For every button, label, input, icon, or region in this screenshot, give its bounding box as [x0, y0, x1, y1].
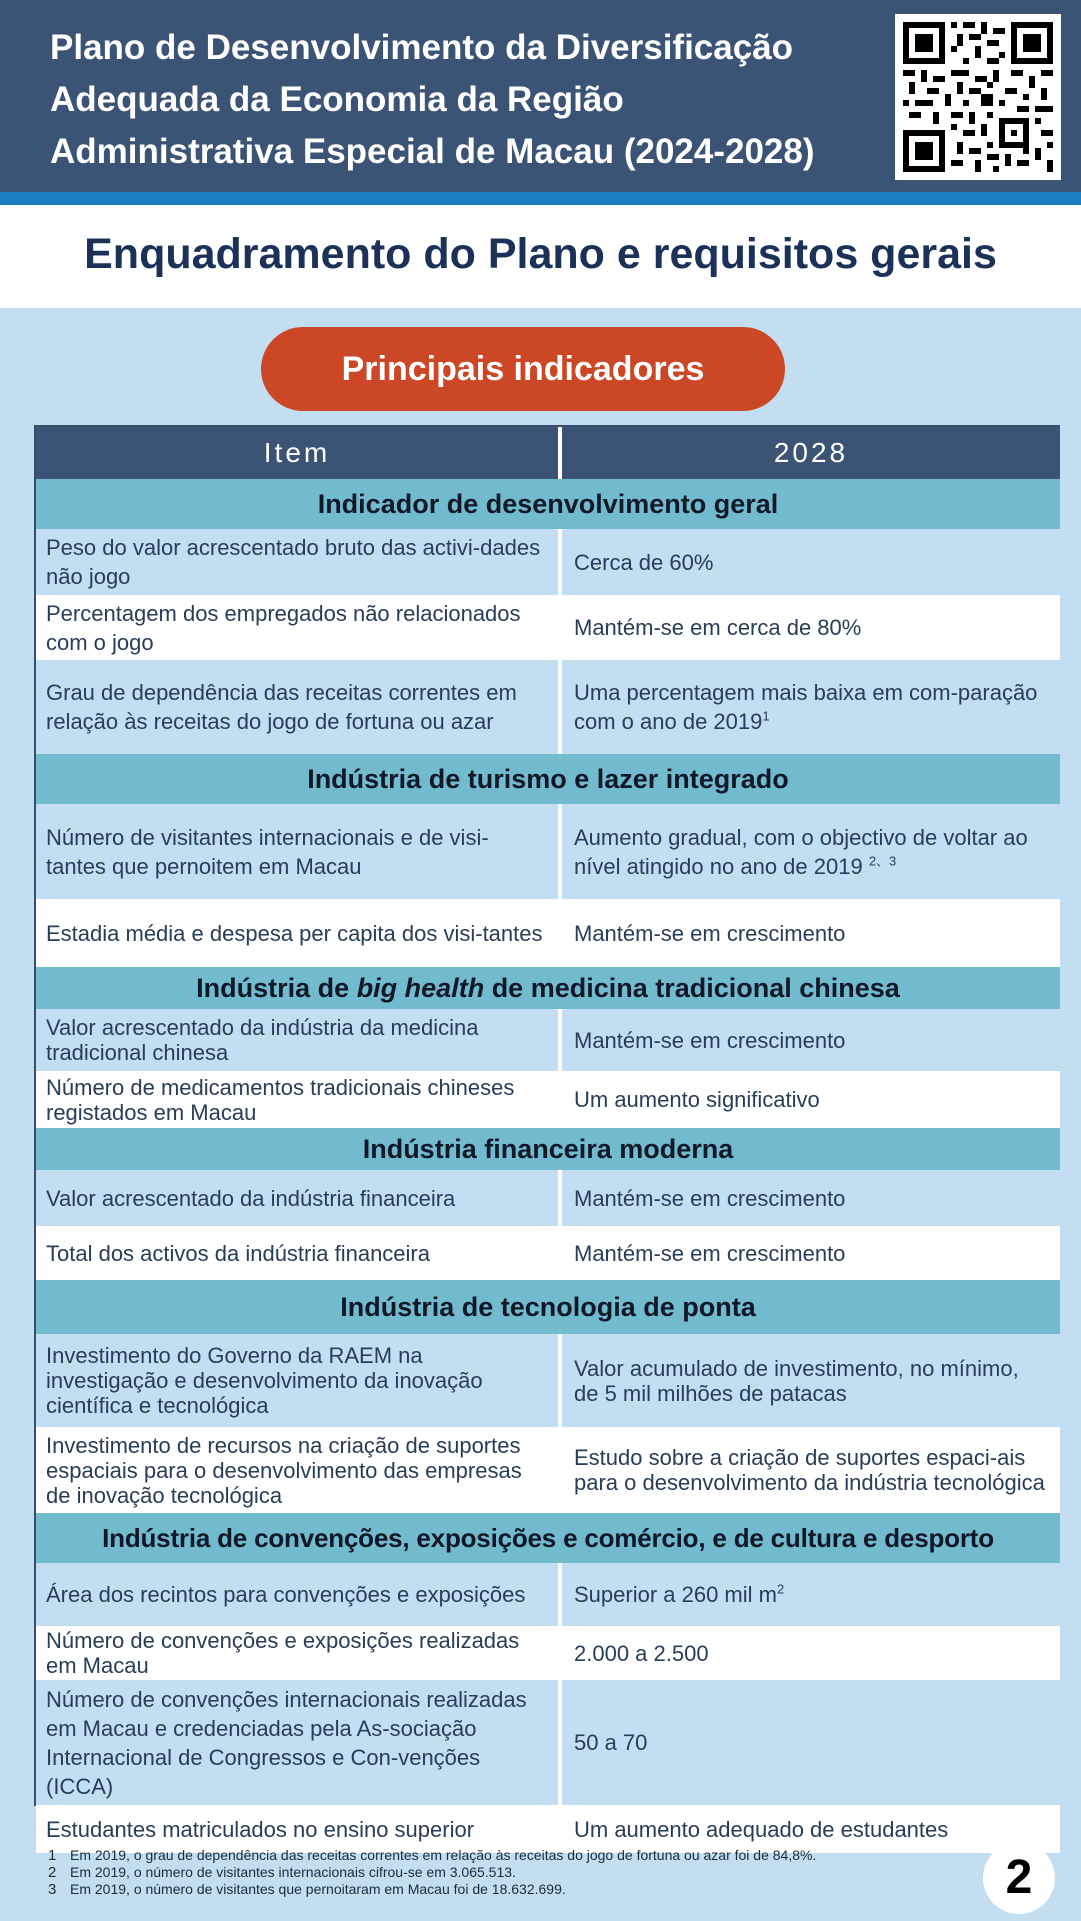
row-item: Área dos recintos para convenções e exposições: [36, 1563, 558, 1626]
row-value: Cerca de 60%: [562, 529, 1060, 595]
category-financeira: Indústria financeira moderna: [36, 1128, 1060, 1170]
table-row: [36, 1170, 1060, 1226]
table-row: [36, 899, 1060, 967]
footnote-ref: 2、3: [868, 853, 897, 869]
row-value: Mantém-se em crescimento: [562, 1009, 1060, 1071]
table-header: [36, 427, 1060, 479]
footnote: 2 Em 2019, o número de visitantes internacionais cifrou-se em 3.065.513.: [48, 1864, 516, 1881]
row-value: Superior a 260 mil $m^2$: [562, 1563, 1060, 1626]
row-value: Um aumento significativo: [562, 1071, 1060, 1128]
footnotes: [48, 1847, 1008, 1898]
row-item: Investimento de recursos na criação de suportes espaciais para o desenvolvimento das empresas de inovação tecnológica: [36, 1427, 558, 1513]
row-value: Mantém-se em crescimento: [562, 1226, 1060, 1280]
row-value: 2.000 a 2.500: [562, 1626, 1060, 1680]
row-value: Mantém-se em crescimento: [562, 899, 1060, 967]
table-row: [36, 1226, 1060, 1280]
footnote: 3 Em 2019, o número de visitantes que pernoitaram em Macau foi de 18.632.699.: [48, 1881, 566, 1898]
row-value: Estudo sobre a criação de suportes espaci-ais para o desenvolvimento da indústria tecnológica: [562, 1427, 1060, 1513]
row-value: 50 a 70: [562, 1680, 1060, 1805]
row-item: Peso do valor acrescentado bruto das activi-dades não jogo: [36, 529, 558, 595]
row-value: Aumento gradual, com o objectivo de voltar ao nível atingido no ano de 2019 $^{2、3}$: [562, 804, 1060, 899]
row-value: Mantém-se em crescimento: [562, 1170, 1060, 1226]
table-row: [36, 804, 1060, 899]
row-value: Um aumento adequado de estudantes: [562, 1805, 1060, 1853]
header-banner: [0, 0, 1081, 192]
row-value: Uma percentagem mais baixa em com-paração com o ano de 2019$^1$: [562, 660, 1060, 754]
category-geral: Indicador de desenvolvimento geral: [36, 479, 1060, 529]
category-big-health: Indústria de big health de medicina tradicional chinesa: [36, 967, 1060, 1009]
row-item: Número de convenções internacionais realizadas em Macau e credenciadas pela As-sociação Internacional de Congressos e Con-venções (ICCA): [36, 1680, 558, 1805]
table-row: [36, 1626, 1060, 1680]
column-header-item: Item: [263, 437, 331, 468]
document-title: Plano de Desenvolvimento da Diversificação Adequada da Economia da Região Administrativa Especial de Macau (2024-2028): [50, 28, 815, 171]
header-stripe: [0, 192, 1081, 205]
row-item: Estudantes matriculados no ensino superior: [36, 1805, 558, 1853]
category-convencoes: Indústria de convenções, exposições e comércio, e de cultura e desporto: [36, 1513, 1060, 1563]
column-header-year: 2028: [773, 437, 849, 468]
category-turismo: Indústria de turismo e lazer integrado: [36, 754, 1060, 804]
table-row: [36, 1071, 1060, 1128]
superscript: 2: [776, 1581, 785, 1597]
table-row: [36, 1563, 1060, 1626]
qr-code-icon[interactable]: [895, 14, 1061, 180]
table-row: [36, 595, 1060, 660]
table-row: [36, 1009, 1060, 1071]
table-row: [36, 660, 1060, 754]
row-item: Grau de dependência das receitas correntes em relação às receitas do jogo de fortuna ou azar: [36, 660, 558, 754]
table-row: [36, 1334, 1060, 1427]
row-item: Investimento do Governo da RAEM na investigação e desenvolvimento da inovação científica e tecnológica: [36, 1334, 558, 1427]
row-value: Valor acumulado de investimento, no mínimo, de 5 mil milhões de patacas: [562, 1334, 1060, 1427]
row-item: Número de medicamentos tradicionais chineses registados em Macau: [36, 1071, 558, 1128]
row-value: Mantém-se em cerca de 80%: [562, 595, 1060, 660]
footnote: 1 Em 2019, o grau de dependência das receitas correntes em relação às receitas do jogo de fortuna ou azar foi de 84,8%.: [48, 1847, 817, 1864]
row-item: Estadia média e despesa per capita dos visi-tantes: [36, 899, 558, 967]
indicators-table: [34, 425, 1060, 1842]
row-item: Valor acrescentado da indústria financeira: [36, 1170, 558, 1226]
row-item: Número de visitantes internacionais e de visi-tantes que pernoitem em Macau: [36, 804, 558, 899]
table-row: [36, 1427, 1060, 1513]
row-item: Número de convenções e exposições realizadas em Macau: [36, 1626, 558, 1680]
page-number: 2: [983, 1842, 1055, 1914]
table-row: [36, 529, 1060, 595]
row-item: Total dos activos da indústria financeira: [36, 1226, 558, 1280]
row-item: Valor acrescentado da indústria da medicina tradicional chinesa: [36, 1009, 558, 1071]
category-tecnologia: Indústria de tecnologia de ponta: [36, 1280, 1060, 1334]
row-item: Percentagem dos empregados não relacionados com o jogo: [36, 595, 558, 660]
footnote-ref: 1: [762, 708, 770, 724]
principais-indicadores-label: Principais indicadores: [261, 327, 785, 411]
table-row: [36, 1680, 1060, 1805]
table-row: [36, 1805, 1060, 1853]
section-title: Enquadramento do Plano e requisitos gerais: [84, 230, 997, 278]
